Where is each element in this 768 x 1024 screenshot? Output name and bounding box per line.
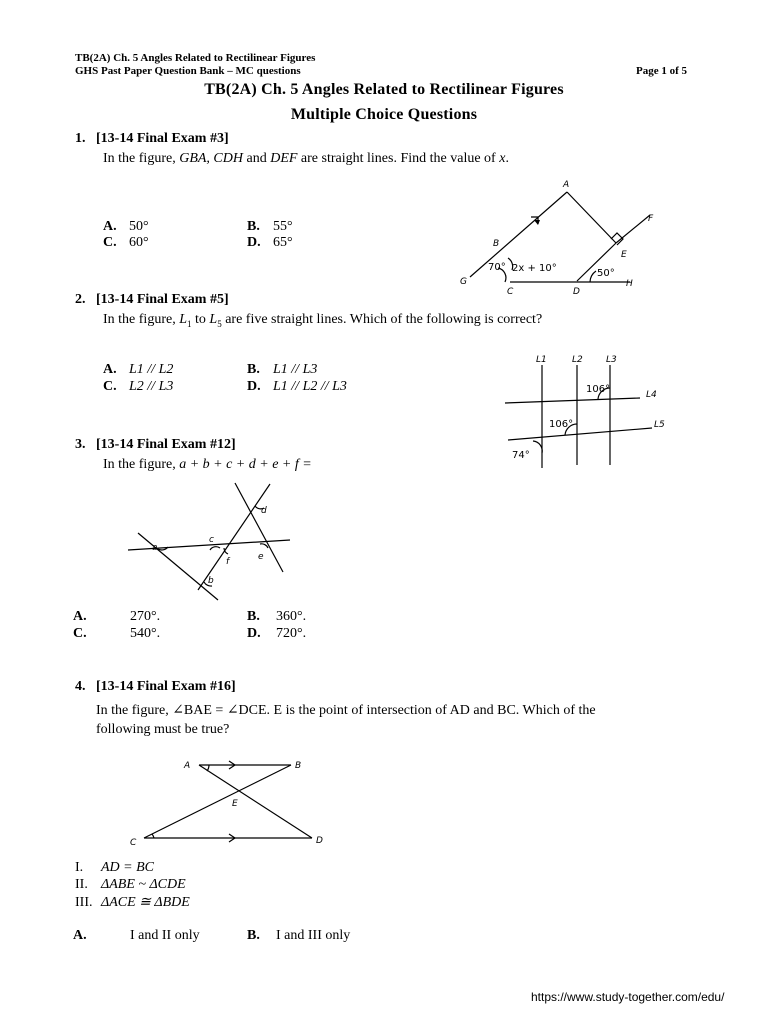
q1-label-e: E	[621, 250, 627, 260]
q2-figure	[500, 350, 680, 475]
q4-source: [13-14 Final Exam #16]	[96, 679, 236, 694]
q4-label-b: B	[295, 761, 302, 771]
q3-figure	[120, 478, 300, 603]
q3-label-f: f	[226, 557, 230, 567]
footer-url[interactable]: https://www.study-together.com/edu/	[531, 990, 725, 1004]
header-line-2: GHS Past Paper Question Bank – MC questions	[75, 65, 301, 77]
q2-option-c[interactable]: C. L2 // L3	[103, 379, 174, 394]
q4-number: 4.	[75, 679, 86, 694]
q4-statement-2: II. ΔABE ~ ΔCDE	[75, 877, 186, 892]
q1-source: [13-14 Final Exam #3]	[96, 131, 229, 146]
q2-option-d[interactable]: D. L1 // L2 // L3	[247, 379, 347, 394]
page-number: Page 1 of 5	[636, 65, 688, 77]
q3-option-b[interactable]: B. 360°.	[247, 609, 307, 624]
q1-angle-50: 50°	[597, 268, 615, 279]
q4-label-e: E	[232, 799, 238, 809]
q1-angle-2x: 2x + 10°	[512, 263, 557, 274]
q2-text: In the figure, $L_1$ to $L_5$ are five straight lines. Which of the following is correct?	[103, 312, 543, 329]
q1-option-a[interactable]: A. 50°	[103, 219, 149, 234]
q4-label-d: D	[316, 836, 323, 846]
q1-label-b: B	[493, 239, 500, 249]
q1-option-c[interactable]: C. 60°	[103, 235, 149, 250]
q2-label-l2: L2	[572, 355, 583, 365]
page-subtitle: Multiple Choice Questions	[290, 106, 478, 123]
header-line-1: TB(2A) Ch. 5 Angles Related to Rectilinear Figures	[75, 52, 316, 64]
q4-statement-3: III. ΔACE ≅ ΔBDE	[75, 895, 190, 910]
q2-option-b[interactable]: B. L1 // L3	[247, 362, 318, 377]
q1-label-c: C	[507, 287, 514, 297]
q4-label-c: C	[130, 838, 137, 848]
q1-label-a: A	[563, 180, 570, 190]
q1-text: In the figure, GBA, CDH and DEF are straight lines. Find the value of x.	[103, 151, 509, 166]
q3-number: 3.	[75, 437, 86, 452]
q2-angle-top: 106°	[586, 384, 611, 395]
q1-option-b[interactable]: B. 55°	[247, 219, 293, 234]
q4-text-line-2: following must be true?	[96, 722, 230, 737]
q2-angle-mid: 106°	[549, 419, 574, 430]
q3-label-e: e	[258, 552, 264, 562]
q4-label-a: A	[184, 761, 191, 771]
q3-label-c: c	[209, 535, 214, 545]
q3-option-d[interactable]: D. 720°.	[247, 626, 307, 641]
q1-option-d[interactable]: D. 65°	[247, 235, 293, 250]
q4-text-line-1: In the figure, ∠BAE = ∠DCE. E is the point of intersection of AD and BC. Which of the	[96, 703, 596, 718]
q2-label-l4: L4	[646, 390, 657, 400]
q2-option-a[interactable]: A. L1 // L2	[103, 362, 174, 377]
q1-figure	[450, 175, 670, 295]
q1-label-h: H	[626, 279, 633, 289]
q2-label-l3: L3	[606, 355, 617, 365]
q2-number: 2.	[75, 292, 86, 307]
q3-option-c[interactable]: C. 540°.	[73, 626, 161, 641]
q4-option-b[interactable]: B. I and III only	[247, 928, 351, 943]
q3-label-b: b	[208, 576, 214, 586]
q1-label-f: F	[648, 214, 654, 224]
q2-label-l1: L1	[536, 355, 547, 365]
q3-text: In the figure, a + b + c + d + e + f =	[103, 457, 312, 472]
q2-source: [13-14 Final Exam #5]	[96, 292, 229, 307]
q2-label-l5: L5	[654, 420, 665, 430]
q3-source: [13-14 Final Exam #12]	[96, 437, 236, 452]
q1-number: 1.	[75, 131, 86, 146]
q3-label-d: d	[261, 506, 267, 516]
q1-angle-70: 70°	[488, 262, 506, 273]
q3-option-a[interactable]: A. 270°.	[73, 609, 161, 624]
q3-label-a: a	[152, 543, 158, 553]
q4-option-a[interactable]: A. I and II only	[73, 928, 200, 943]
q1-arrow-marks	[534, 220, 540, 225]
q1-label-d: D	[573, 287, 580, 297]
page-title: TB(2A) Ch. 5 Angles Related to Rectilinear Figures	[204, 81, 564, 98]
q1-label-g: G	[460, 277, 467, 287]
q2-angle-bottom: 74°	[512, 450, 530, 461]
q4-statement-1: I. AD = BC	[75, 860, 154, 875]
q4-figure	[125, 752, 335, 852]
